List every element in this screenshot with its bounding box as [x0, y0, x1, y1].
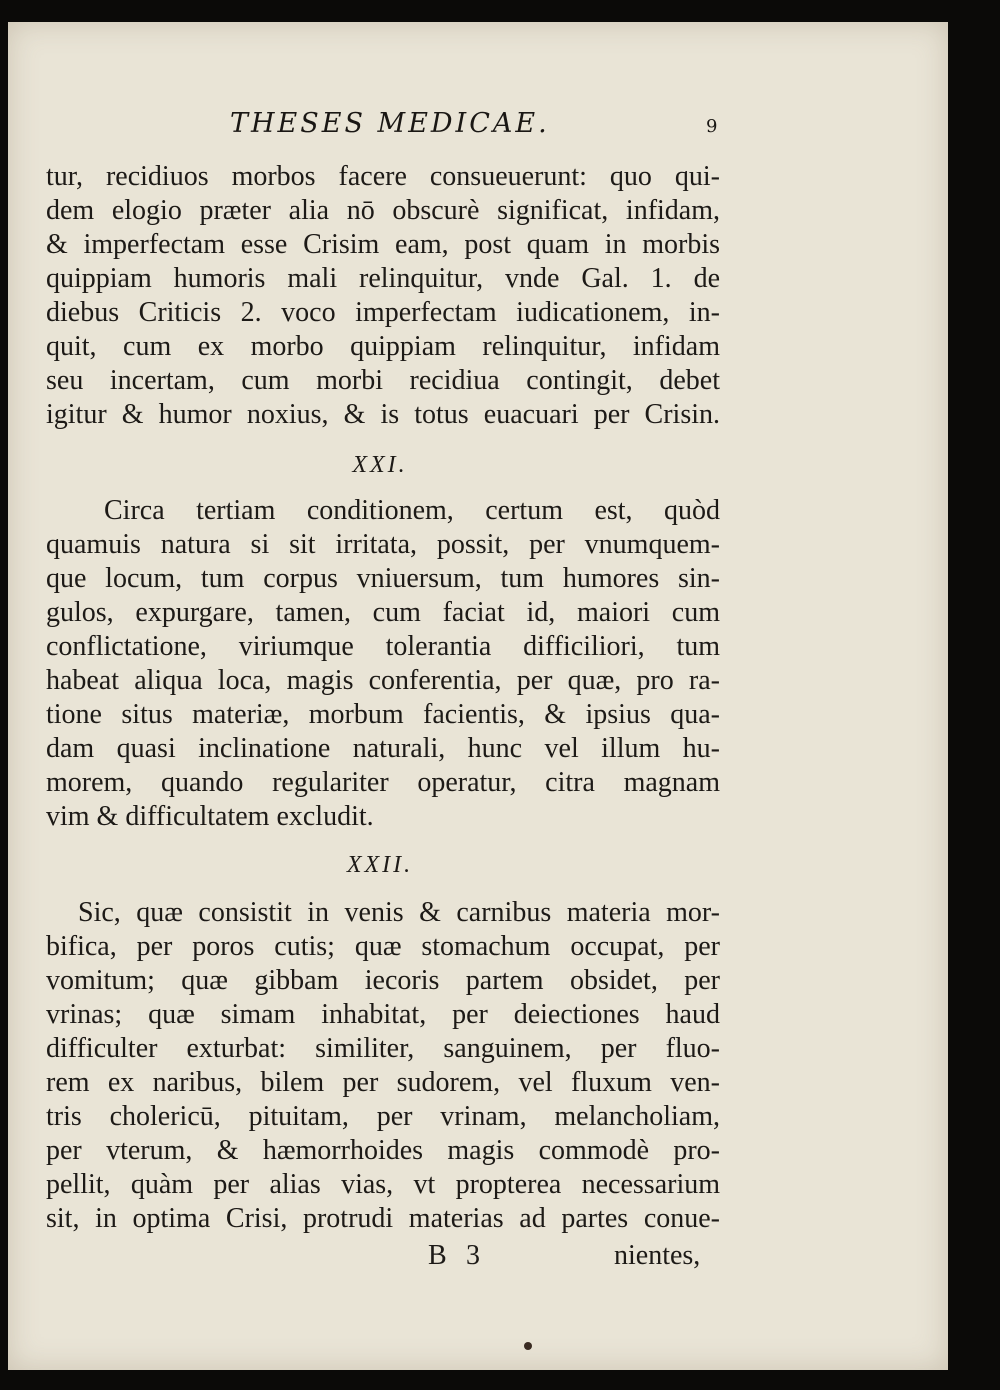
para3-line: bifica, per poros cutis; quæ stomachum occupat, per	[46, 931, 720, 962]
para2-line: dam quasi inclinatione naturali, hunc vel illum hu-	[46, 733, 720, 764]
section-heading-xxii: XXII.	[346, 852, 414, 878]
para3-line: vomitum; quæ gibbam iecoris partem obsidet, per	[46, 965, 720, 996]
para3-line: Sic, quæ consistit in venis & carnibus materia mor-	[78, 897, 720, 928]
para1-line: & imperfectam esse Crisim eam, post quam in morbis	[46, 229, 720, 260]
para1-line: seu incertam, cum morbi recidiua contingit, debet	[46, 365, 720, 396]
para3-line: vrinas; quæ simam inhabitat, per deiectiones haud	[46, 999, 720, 1030]
para2-line: gulos, expurgare, tamen, cum faciat id, maiori cum	[46, 597, 720, 628]
para2-line: conflictatione, viriumque tolerantia difficiliori, tum	[46, 631, 720, 662]
para2-line: habeat aliqua loca, magis conferentia, per quæ, pro ra-	[46, 665, 720, 696]
para3-line: sit, in optima Crisi, protrudi materias ad partes conue-	[46, 1203, 720, 1234]
para1-line: quit, cum ex morbo quippiam relinquitur, infidam	[46, 331, 720, 362]
catchword: nientes,	[614, 1240, 701, 1271]
para2-line: quamuis natura si sit irritata, possit, per vnumquem-	[46, 529, 720, 560]
para2-line: vim & difficultatem excludit.	[46, 801, 374, 832]
para3-line: per vterum, & hæmorrhoides magis commodè pro-	[46, 1135, 720, 1166]
para1-line: dem elogio præter alia nō obscurè significat, infidam,	[46, 195, 720, 226]
para2-line: que locum, tum corpus vniuersum, tum humores sin-	[46, 563, 720, 594]
para3-line: tris cholericū, pituitam, per vrinam, melancholiam,	[46, 1101, 720, 1132]
para3-line: pellit, quàm per alias vias, vt propterea necessarium	[46, 1169, 720, 1200]
para2-line: morem, quando regulariter operatur, citra magnam	[46, 767, 720, 798]
para1-line: quippiam humoris mali relinquitur, vnde Gal. 1. de	[46, 263, 720, 294]
para1-line: tur, recidiuos morbos facere consueuerunt: quo qui-	[46, 161, 720, 192]
signature-mark-number: 3	[466, 1240, 480, 1271]
para1-line: diebus Criticis 2. voco imperfectam iudicationem, in-	[46, 297, 720, 328]
section-heading-xxi: XXI.	[352, 452, 408, 478]
running-head: THESES MEDICAE.	[230, 108, 550, 139]
signature-mark-letter: B	[428, 1240, 447, 1271]
para1-line: igitur & humor noxius, & is totus euacuari per Crisin.	[46, 399, 720, 430]
para3-line: difficulter exturbat: similiter, sanguinem, per fluo-	[46, 1033, 720, 1064]
para2-line: Circa tertiam conditionem, certum est, quòd	[104, 495, 720, 526]
para2-line: tione situs materiæ, morbum facientis, & ipsius qua-	[46, 699, 720, 730]
ink-dot-mark	[524, 1342, 532, 1350]
para3-line: rem ex naribus, bilem per sudorem, vel fluxum ven-	[46, 1067, 720, 1098]
folio-number: 9	[706, 116, 718, 137]
